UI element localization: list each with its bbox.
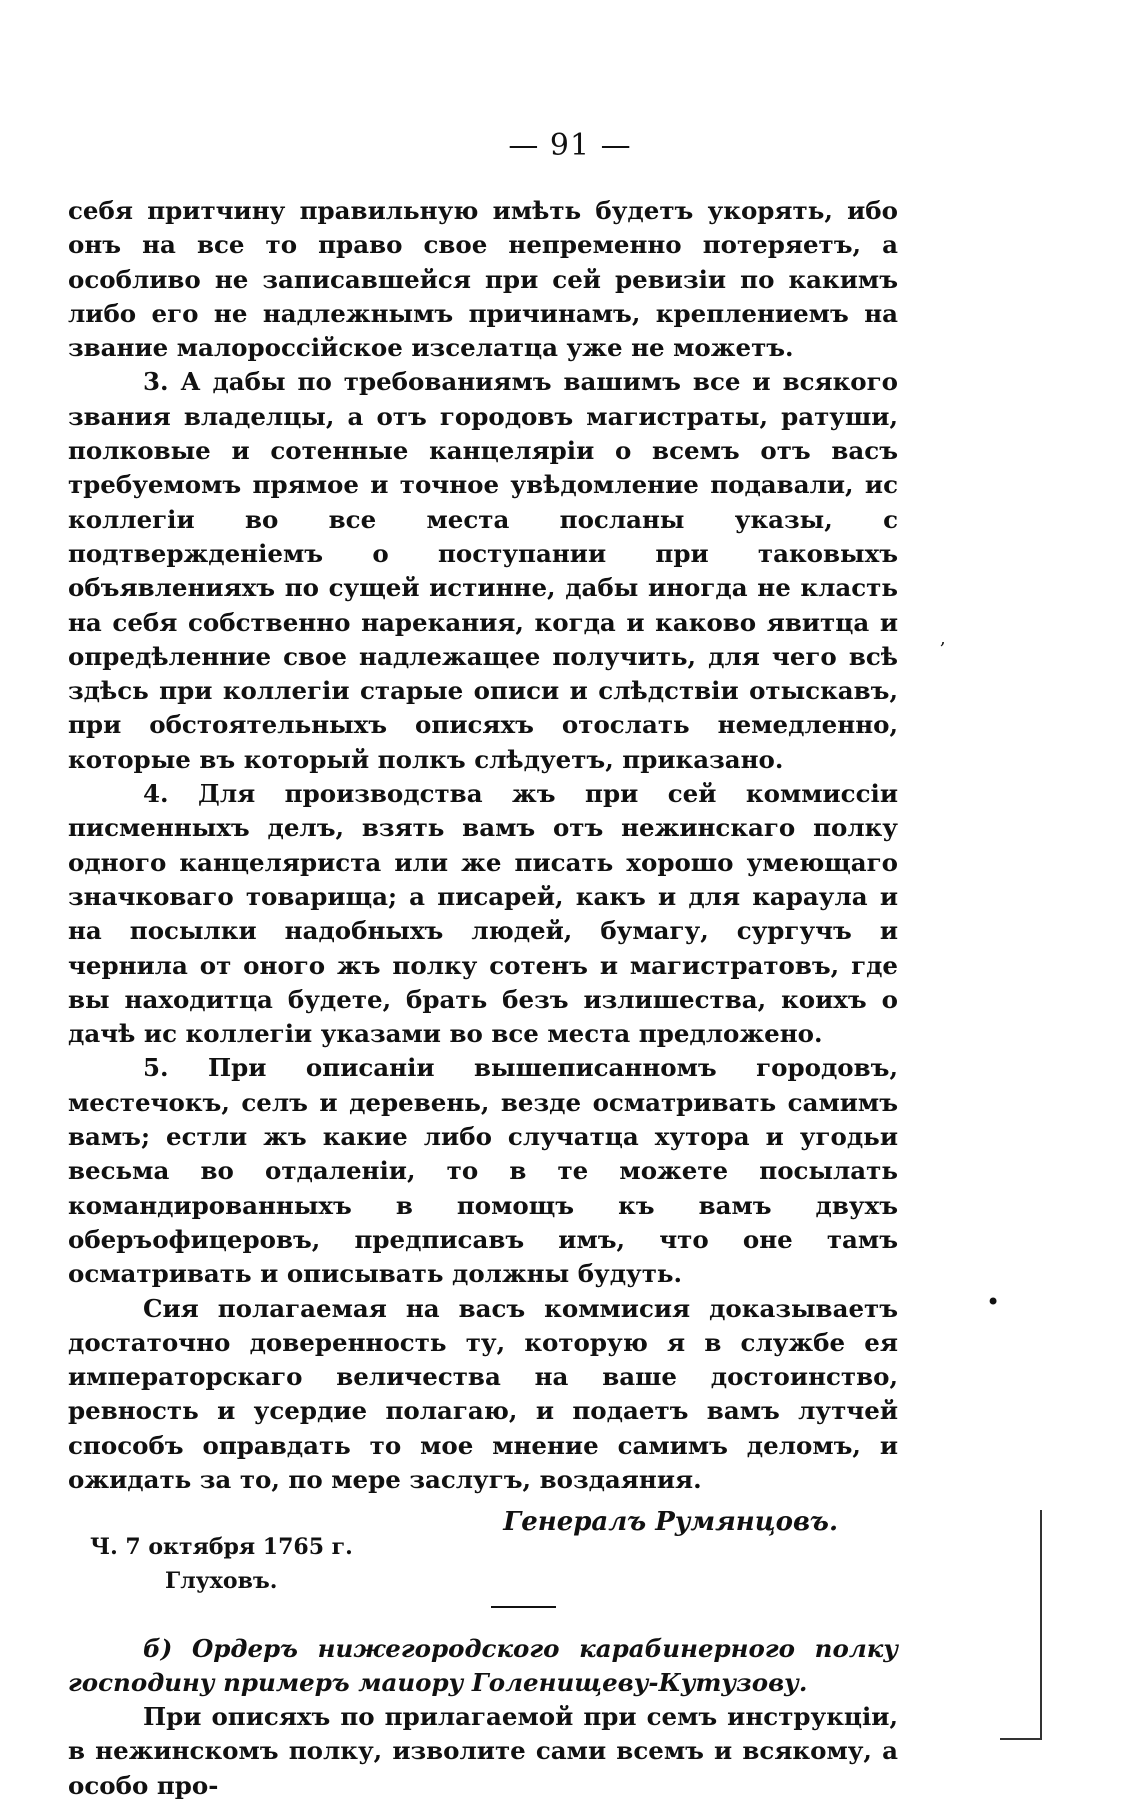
paragraph-item-4: 4. Для производства жъ при сей коммиссіи писменныхъ делъ, взять вамъ отъ нежинскаго полку одного канцеляриста или же писать хорошо умеющаго значковаго товарища; а писарей, какъ и для караула и на посылки надобныхъ людей, бумагу, сургучъ и чернила от оного жъ полку сотенъ и магистратовъ, где вы находитца будете, брать безъ излишества, коихъ о дачѣ ис коллегіи указами во все места предложено. [68, 779, 898, 1049]
section-separator [491, 1606, 556, 1608]
signature: Генералъ Румянцовъ. [503, 1507, 838, 1538]
paragraph-conclusion: Сия полагаемая на васъ коммисия доказываетъ достаточно доверенность ту, которую я в службе ея императорскаго величества на ваше достоинство, ревность и усердие полагаю, и подаетъ вамъ лутчей способъ оправдать то мое мнение самимъ деломъ, и ожидать за то, по мере заслугъ, воздаяния. [68, 1293, 898, 1494]
document-body [68, 194, 898, 1803]
page-number: — 91 — [508, 128, 632, 163]
paragraph-item-3: 3. А дабы по требованиямъ вашимъ все и всякого звания владелцы, а отъ городовъ магистраты, ратуши, полковые и сотенные канцеляріи о всемъ отъ васъ требуемомъ прямое и точное увѣдомление подавали, ис коллегіи во все места посланы указы, с подтвержденіемъ о поступании при таковыхъ объявленияхъ по сущей истинне, дабы иногда не класть на себя собственно нарекания, когда и каково явитца и опредѣленние свое надлежащее получить, для чего всѣ здѣсь при коллегіи старые описи и слѣдствіи отыскавъ, при обстоятельныхъ описяхъ отослать немедленно, которые въ который полкъ слѣдуетъ, приказано. [68, 367, 898, 774]
margin-dot-mark: • [986, 1288, 1001, 1316]
document-date: Ч. 7 октября 1765 г. [90, 1533, 353, 1560]
paragraph-item-5: 5. При описаніи вышеписанномъ городовъ, местечокъ, селъ и деревень, везде осматривать самимъ вамъ; естли жъ какие либо случатца хутора и угодьи весьма во отдаленіи, то в те можете посылать командированныхъ в помощъ къ вамъ двухъ оберъофицеровъ, предписавъ имъ, что оне тамъ осматривать и описывать должны будуть. [68, 1053, 898, 1289]
margin-comma-mark: , [940, 628, 946, 649]
scan-corner-line [1000, 1738, 1042, 1740]
paragraph-continuation: себя притчину правильную имѣть будетъ укорять, ибо онъ на все то право свое непременно потеряетъ, а особливо не записавшейся при сей ревизіи по какимъ либо его не надлежнымъ причинамъ, креплениемъ на звание малороссійское изселатца уже не можетъ. [68, 196, 898, 363]
scan-edge-line [1040, 1510, 1042, 1740]
paragraph-order-text: При описяхъ по прилагаемой при семъ инструкціи, в нежинскомъ полку, изволите сами всемъ и всякому, а особо про- [68, 1702, 898, 1800]
date-place-block [90, 1530, 898, 1598]
document-place: Глуховъ. [165, 1567, 278, 1594]
order-heading: б) Ордеръ нижегородского карабинерного полку господину примеръ маиору Голенищеву-Кутузову. [68, 1633, 898, 1697]
